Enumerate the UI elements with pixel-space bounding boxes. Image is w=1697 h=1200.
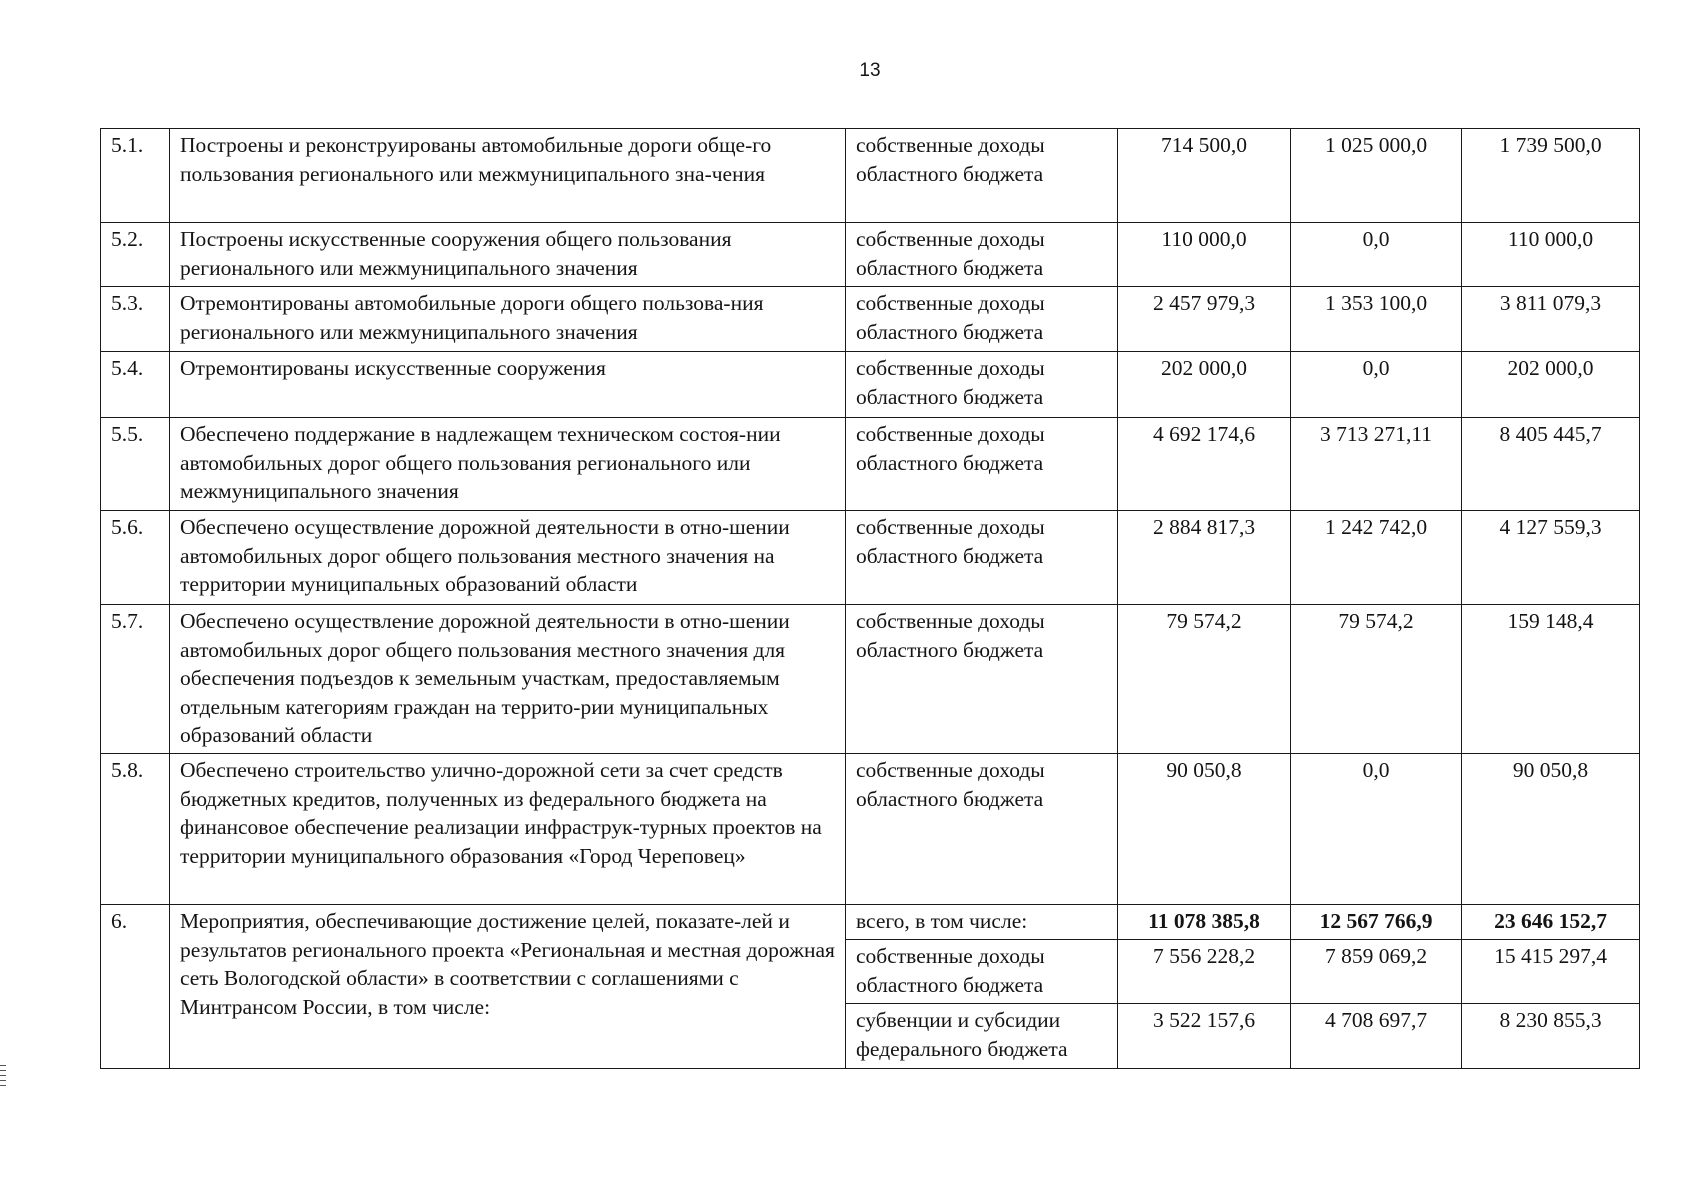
value-col-1: 2 457 979,3: [1118, 287, 1291, 352]
table-row: [101, 287, 1640, 352]
row-description: Обеспечено осуществление дорожной деятельности в отно-шении автомобильных дорог общего пользования местного значения для обеспечения подъездов к земельным участкам, предоставляемым отдельным категориям граждан на террито-рии муниципальных образований области: [170, 605, 846, 754]
table-row: [101, 129, 1640, 223]
value-col-2: 1 242 742,0: [1291, 511, 1462, 605]
value-col-2: 0,0: [1291, 223, 1462, 287]
row-number: 6.: [101, 905, 170, 1069]
table-row: [101, 605, 1640, 754]
row-description: Обеспечено поддержание в надлежащем техническом состоя-нии автомобильных дорог общего пользования регионального или межмуниципального значения: [170, 418, 846, 511]
funding-source: субвенции и субсидии федерального бюджета: [846, 1004, 1118, 1069]
value-col-1: 7 556 228,2: [1118, 940, 1291, 1004]
row-number: 5.6.: [101, 511, 170, 605]
funding-source: собственные доходы областного бюджета: [846, 352, 1118, 418]
funding-source: собственные доходы областного бюджета: [846, 754, 1118, 905]
row-number: 5.3.: [101, 287, 170, 352]
value-col-2: 0,0: [1291, 754, 1462, 905]
row-number: 5.4.: [101, 352, 170, 418]
row-description: Обеспечено осуществление дорожной деятельности в отно-шении автомобильных дорог общего пользования местного значения на территории муниципальных образований области: [170, 511, 846, 605]
value-col-3: 8 405 445,7: [1462, 418, 1640, 511]
row-description: Построены искусственные сооружения общего пользования регионального или межмуниципального значения: [170, 223, 846, 287]
funding-source: всего, в том числе:: [846, 905, 1118, 940]
value-col-3: 90 050,8: [1462, 754, 1640, 905]
row-number: 5.1.: [101, 129, 170, 223]
value-col-1: 714 500,0: [1118, 129, 1291, 223]
row-description: Отремонтированы автомобильные дороги общего пользова-ния регионального или межмуниципального значения: [170, 287, 846, 352]
table-row: [101, 223, 1640, 287]
row-number: 5.5.: [101, 418, 170, 511]
row-description: Мероприятия, обеспечивающие достижение целей, показате-лей и результатов регионального проекта «Региональная и местная дорожная сеть Вологодской области» в соответствии с соглашениями с Минтрансом России, в том числе:: [170, 905, 846, 1069]
value-col-1: 79 574,2: [1118, 605, 1291, 754]
table-row: [101, 418, 1640, 511]
value-col-1: 90 050,8: [1118, 754, 1291, 905]
funding-source: собственные доходы областного бюджета: [846, 287, 1118, 352]
row-description: Обеспечено строительство улично-дорожной сети за счет средств бюджетных кредитов, полученных из федерального бюджета на финансовое обеспечение реализации инфраструк-турных проектов на территории муниципального образования «Город Череповец»: [170, 754, 846, 905]
value-col-2: 0,0: [1291, 352, 1462, 418]
value-col-2: 12 567 766,9: [1291, 905, 1462, 940]
row-description: Построены и реконструированы автомобильные дороги обще-го пользования регионального или межмуниципального зна-чения: [170, 129, 846, 223]
row-description: Отремонтированы искусственные сооружения: [170, 352, 846, 418]
scan-margin-marks: [0, 1065, 6, 1090]
value-col-3: 4 127 559,3: [1462, 511, 1640, 605]
value-col-2: 4 708 697,7: [1291, 1004, 1462, 1069]
funding-source: собственные доходы областного бюджета: [846, 129, 1118, 223]
row-number: 5.7.: [101, 605, 170, 754]
value-col-2: 7 859 069,2: [1291, 940, 1462, 1004]
value-col-2: 79 574,2: [1291, 605, 1462, 754]
row-number: 5.2.: [101, 223, 170, 287]
value-col-2: 3 713 271,11: [1291, 418, 1462, 511]
value-col-3: 8 230 855,3: [1462, 1004, 1640, 1069]
value-col-3: 3 811 079,3: [1462, 287, 1640, 352]
value-col-3: 110 000,0: [1462, 223, 1640, 287]
value-col-1: 11 078 385,8: [1118, 905, 1291, 940]
table-row: [101, 511, 1640, 605]
value-col-3: 202 000,0: [1462, 352, 1640, 418]
row-number: 5.8.: [101, 754, 170, 905]
value-col-1: 4 692 174,6: [1118, 418, 1291, 511]
value-col-1: 202 000,0: [1118, 352, 1291, 418]
funding-source: собственные доходы областного бюджета: [846, 511, 1118, 605]
table-row: [101, 352, 1640, 418]
value-col-3: 15 415 297,4: [1462, 940, 1640, 1004]
funding-source: собственные доходы областного бюджета: [846, 223, 1118, 287]
table-row: [101, 754, 1640, 905]
value-col-1: 110 000,0: [1118, 223, 1291, 287]
table-row: [101, 905, 1640, 940]
value-col-1: 2 884 817,3: [1118, 511, 1291, 605]
value-col-3: 23 646 152,7: [1462, 905, 1640, 940]
page-number: 13: [859, 60, 881, 81]
value-col-1: 3 522 157,6: [1118, 1004, 1291, 1069]
value-col-3: 159 148,4: [1462, 605, 1640, 754]
value-col-3: 1 739 500,0: [1462, 129, 1640, 223]
budget-table: [100, 128, 1640, 1069]
value-col-2: 1 353 100,0: [1291, 287, 1462, 352]
value-col-2: 1 025 000,0: [1291, 129, 1462, 223]
funding-source: собственные доходы областного бюджета: [846, 605, 1118, 754]
funding-source: собственные доходы областного бюджета: [846, 940, 1118, 1004]
funding-source: собственные доходы областного бюджета: [846, 418, 1118, 511]
